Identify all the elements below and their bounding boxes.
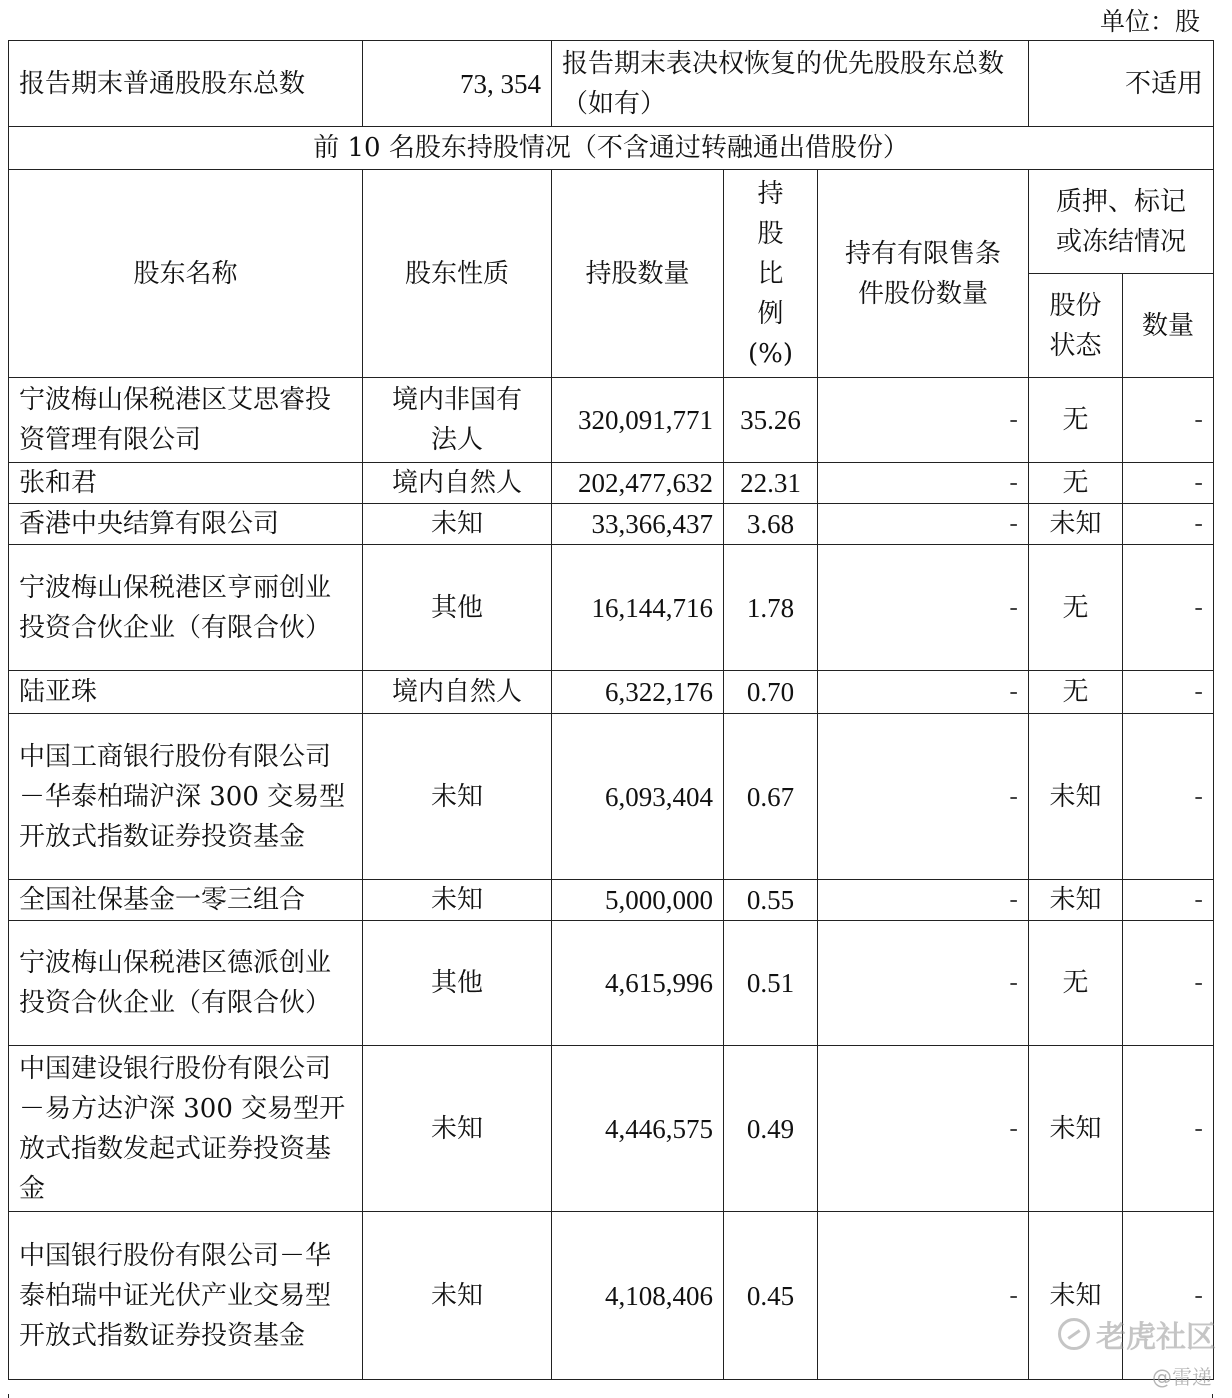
- header-row: [9, 170, 1214, 274]
- pledge-amount: -: [1123, 504, 1214, 545]
- pledge-amount: -: [1123, 463, 1214, 504]
- holder-name: 中国建设银行股份有限公司－易方达沪深 300 交易型开放式指数发起式证券投资基金: [9, 1046, 363, 1212]
- header-pledge-status: 股份状态: [1029, 274, 1123, 378]
- holder-ratio: 0.49: [724, 1046, 818, 1212]
- holder-restricted: -: [818, 545, 1029, 671]
- pledge-amount: -: [1123, 1212, 1214, 1380]
- holder-name: 宁波梅山保税港区亨丽创业投资合伙企业（有限合伙）: [9, 545, 363, 671]
- holder-restricted: -: [818, 378, 1029, 463]
- preferred-holders-label: 报告期末表决权恢复的优先股股东总数（如有）: [552, 41, 1029, 127]
- pledge-status: 未知: [1029, 1046, 1123, 1212]
- pledge-status: 无: [1029, 463, 1123, 504]
- holder-name: 宁波梅山保税港区艾思睿投资管理有限公司: [9, 378, 363, 463]
- preferred-holders-value: 不适用: [1029, 41, 1214, 127]
- holder-shares: 5,000,000: [552, 880, 724, 921]
- table-row: [9, 880, 1214, 921]
- holder-name: 中国工商银行股份有限公司－华泰柏瑞沪深 300 交易型开放式指数证券投资基金: [9, 714, 363, 880]
- watermark-site: 老虎社区: [1096, 1320, 1216, 1355]
- table-continuation-edge: [8, 1394, 1213, 1398]
- holder-ratio: 22.31: [724, 463, 818, 504]
- pledge-amount: -: [1123, 921, 1214, 1046]
- holder-name: 陆亚珠: [9, 671, 363, 714]
- unit-label: 单位：股: [1099, 7, 1200, 36]
- holder-restricted: -: [818, 1046, 1029, 1212]
- table-row: [9, 504, 1214, 545]
- table-row: [9, 714, 1214, 880]
- pledge-amount: -: [1123, 1046, 1214, 1212]
- pledge-amount: -: [1123, 545, 1214, 671]
- holder-ratio: 0.70: [724, 671, 818, 714]
- holder-restricted: -: [818, 921, 1029, 1046]
- pledge-amount: -: [1123, 880, 1214, 921]
- holder-ratio: 3.68: [724, 504, 818, 545]
- holder-shares: 4,615,996: [552, 921, 724, 1046]
- holder-nature: 未知: [363, 880, 552, 921]
- holder-nature: 境内自然人: [363, 463, 552, 504]
- tiger-community-logo-icon: [1058, 1318, 1090, 1350]
- pledge-amount: -: [1123, 671, 1214, 714]
- header-pledge-group: 质押、标记或冻结情况: [1029, 170, 1214, 274]
- header-ratio: 持股比例(%): [724, 170, 818, 378]
- header-nature: 股东性质: [363, 170, 552, 378]
- holder-ratio: 0.51: [724, 921, 818, 1046]
- holder-restricted: -: [818, 1212, 1029, 1380]
- holder-shares: 33,366,437: [552, 504, 724, 545]
- holder-ratio: 1.78: [724, 545, 818, 671]
- pledge-amount: -: [1123, 378, 1214, 463]
- holder-shares: 6,322,176: [552, 671, 724, 714]
- holder-restricted: -: [818, 671, 1029, 714]
- pledge-status: 未知: [1029, 880, 1123, 921]
- holder-restricted: -: [818, 463, 1029, 504]
- holder-restricted: -: [818, 714, 1029, 880]
- table-row: [9, 921, 1214, 1046]
- holder-shares: 320,091,771: [552, 378, 724, 463]
- holder-name: 中国银行股份有限公司－华泰柏瑞中证光伏产业交易型开放式指数证券投资基金: [9, 1212, 363, 1380]
- table-row: [9, 463, 1214, 504]
- holder-nature: 未知: [363, 504, 552, 545]
- pledge-status: 无: [1029, 921, 1123, 1046]
- holder-ratio: 0.55: [724, 880, 818, 921]
- holder-nature: 未知: [363, 1046, 552, 1212]
- holder-restricted: -: [818, 504, 1029, 545]
- header-name: 股东名称: [9, 170, 363, 378]
- shareholder-table: [8, 40, 1214, 1380]
- table-row: [9, 1212, 1214, 1380]
- header-shares: 持股数量: [552, 170, 724, 378]
- pledge-status: 未知: [1029, 714, 1123, 880]
- holder-ratio: 0.67: [724, 714, 818, 880]
- holder-nature: 境内非国有法人: [363, 378, 552, 463]
- holder-name: 张和君: [9, 463, 363, 504]
- holder-nature: 未知: [363, 714, 552, 880]
- pledge-status: 无: [1029, 545, 1123, 671]
- watermark-author: @雷递: [1152, 1365, 1212, 1389]
- pledge-amount: -: [1123, 714, 1214, 880]
- holder-shares: 4,446,575: [552, 1046, 724, 1212]
- holder-nature: 其他: [363, 545, 552, 671]
- holder-ratio: 0.45: [724, 1212, 818, 1380]
- holder-shares: 16,144,716: [552, 545, 724, 671]
- header-pledge-amount: 数量: [1123, 274, 1214, 378]
- total-holders-value: 73, 354: [363, 41, 552, 127]
- holder-nature: 境内自然人: [363, 671, 552, 714]
- holder-restricted: -: [818, 880, 1029, 921]
- pledge-status: 无: [1029, 671, 1123, 714]
- holder-nature: 其他: [363, 921, 552, 1046]
- watermark: [1058, 1312, 1216, 1356]
- summary-row: [9, 41, 1214, 127]
- table-row: [9, 671, 1214, 714]
- holder-shares: 6,093,404: [552, 714, 724, 880]
- section-title-row: [9, 127, 1214, 170]
- holder-name: 宁波梅山保税港区德派创业投资合伙企业（有限合伙）: [9, 921, 363, 1046]
- table-row: [9, 545, 1214, 671]
- total-holders-label: 报告期末普通股股东总数: [9, 41, 363, 127]
- holder-shares: 4,108,406: [552, 1212, 724, 1380]
- pledge-status: 未知: [1029, 1212, 1123, 1380]
- table-row: [9, 378, 1214, 463]
- holder-shares: 202,477,632: [552, 463, 724, 504]
- pledge-status: 未知: [1029, 504, 1123, 545]
- header-restricted: 持有有限售条件股份数量: [818, 170, 1029, 378]
- section-title: 前 10 名股东持股情况（不含通过转融通出借股份）: [9, 127, 1214, 170]
- holder-ratio: 35.26: [724, 378, 818, 463]
- holder-name: 全国社保基金一零三组合: [9, 880, 363, 921]
- holder-nature: 未知: [363, 1212, 552, 1380]
- table-row: [9, 1046, 1214, 1212]
- pledge-status: 无: [1029, 378, 1123, 463]
- holder-name: 香港中央结算有限公司: [9, 504, 363, 545]
